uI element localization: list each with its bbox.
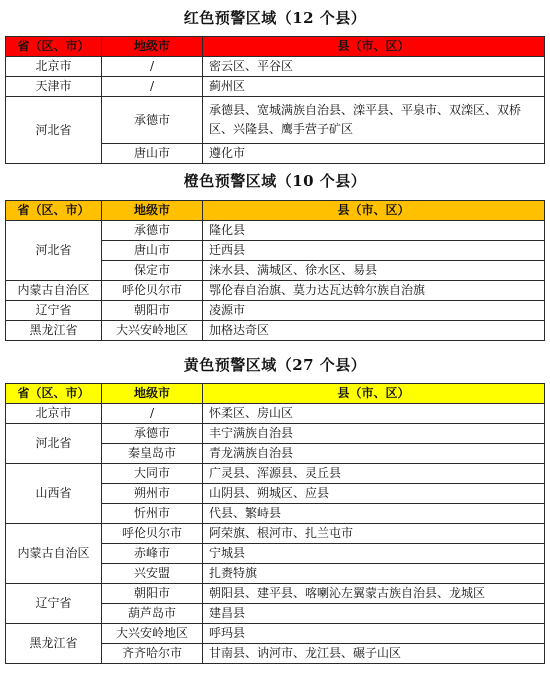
table-row	[6, 301, 545, 321]
cell-city: 保定市	[102, 261, 203, 281]
cell-city: 承德市	[102, 97, 203, 144]
cell-county: 加格达奇区	[203, 321, 545, 341]
table-header-row	[6, 201, 545, 221]
cell-county: 青龙满族自治县	[203, 444, 545, 464]
cell-city: 朔州市	[102, 484, 203, 504]
orange-warning-table	[5, 200, 545, 341]
header-city: 地级市	[102, 37, 203, 57]
cell-province: 河北省	[6, 221, 102, 281]
table-row	[6, 584, 545, 604]
cell-county: 扎赉特旗	[203, 564, 545, 584]
cell-city: /	[102, 57, 203, 77]
table-row	[6, 404, 545, 424]
header-county: 县（市、区）	[203, 201, 545, 221]
cell-county: 隆化县	[203, 221, 545, 241]
cell-county: 密云区、平谷区	[203, 57, 545, 77]
table-header-row	[6, 37, 545, 57]
table-header-row	[6, 384, 545, 404]
cell-province: 北京市	[6, 57, 102, 77]
header-province: 省（区、市）	[6, 37, 102, 57]
cell-county: 丰宁满族自治县	[203, 424, 545, 444]
header-city: 地级市	[102, 384, 203, 404]
orange-section-title: 橙色预警区域（10 个县）	[183, 172, 367, 190]
cell-province: 北京市	[6, 404, 102, 424]
cell-province: 内蒙古自治区	[6, 281, 102, 301]
cell-city: 朝阳市	[102, 301, 203, 321]
red-section-title: 红色预警区域（12 个县）	[183, 9, 367, 27]
cell-county: 广灵县、浑源县、灵丘县	[203, 464, 545, 484]
cell-county: 阿荣旗、根河市、扎兰屯市	[203, 524, 545, 544]
cell-city: 承德市	[102, 221, 203, 241]
cell-county: 承德县、宽城满族自治县、滦平县、平泉市、双滦区、双桥区、兴隆县、鹰手营子矿区	[203, 97, 545, 144]
header-province: 省（区、市）	[6, 201, 102, 221]
cell-county: 蓟州区	[203, 77, 545, 97]
table-row	[6, 321, 545, 341]
cell-city: 大兴安岭地区	[102, 321, 203, 341]
cell-province: 黑龙江省	[6, 624, 102, 664]
cell-county: 甘南县、讷河市、龙江县、碾子山区	[203, 644, 545, 664]
cell-city: 唐山市	[102, 241, 203, 261]
table-row	[6, 77, 545, 97]
cell-county: 建昌县	[203, 604, 545, 624]
cell-province: 天津市	[6, 77, 102, 97]
cell-city: 呼伦贝尔市	[102, 524, 203, 544]
cell-province: 内蒙古自治区	[6, 524, 102, 584]
cell-province: 河北省	[6, 424, 102, 464]
cell-county: 山阴县、朔城区、应县	[203, 484, 545, 504]
cell-county: 涞水县、满城区、徐水区、易县	[203, 261, 545, 281]
cell-province: 山西省	[6, 464, 102, 524]
cell-city: 大兴安岭地区	[102, 624, 203, 644]
yellow-section-title: 黄色预警区域（27 个县）	[183, 356, 367, 374]
cell-county: 代县、繁峙县	[203, 504, 545, 524]
table-row	[6, 424, 545, 444]
cell-city: 兴安盟	[102, 564, 203, 584]
cell-city: 朝阳市	[102, 584, 203, 604]
table-row	[6, 97, 545, 144]
cell-city: 齐齐哈尔市	[102, 644, 203, 664]
cell-city: 忻州市	[102, 504, 203, 524]
cell-county: 朝阳县、建平县、喀喇沁左翼蒙古族自治县、龙城区	[203, 584, 545, 604]
cell-county: 凌源市	[203, 301, 545, 321]
header-county: 县（市、区）	[203, 384, 545, 404]
cell-county: 鄂伦春自治旗、莫力达瓦达斡尔族自治旗	[203, 281, 545, 301]
table-row	[6, 57, 545, 77]
cell-city: 葫芦岛市	[102, 604, 203, 624]
cell-county: 遵化市	[203, 144, 545, 164]
cell-province: 黑龙江省	[6, 321, 102, 341]
cell-province: 河北省	[6, 97, 102, 164]
cell-county: 呼玛县	[203, 624, 545, 644]
table-row	[6, 221, 545, 241]
header-county: 县（市、区）	[203, 37, 545, 57]
cell-county: 宁城县	[203, 544, 545, 564]
cell-city: 呼伦贝尔市	[102, 281, 203, 301]
cell-city: 唐山市	[102, 144, 203, 164]
yellow-warning-table	[5, 383, 545, 664]
table-row	[6, 524, 545, 544]
header-city: 地级市	[102, 201, 203, 221]
cell-city: 赤峰市	[102, 544, 203, 564]
table-row	[6, 624, 545, 644]
cell-province: 辽宁省	[6, 584, 102, 624]
cell-city: 承德市	[102, 424, 203, 444]
cell-county: 迁西县	[203, 241, 545, 261]
cell-city: /	[102, 404, 203, 424]
cell-city: 大同市	[102, 464, 203, 484]
cell-city: /	[102, 77, 203, 97]
red-warning-table	[5, 36, 545, 164]
header-province: 省（区、市）	[6, 384, 102, 404]
cell-city: 秦皇岛市	[102, 444, 203, 464]
table-row	[6, 281, 545, 301]
cell-county: 怀柔区、房山区	[203, 404, 545, 424]
table-row	[6, 464, 545, 484]
cell-province: 辽宁省	[6, 301, 102, 321]
